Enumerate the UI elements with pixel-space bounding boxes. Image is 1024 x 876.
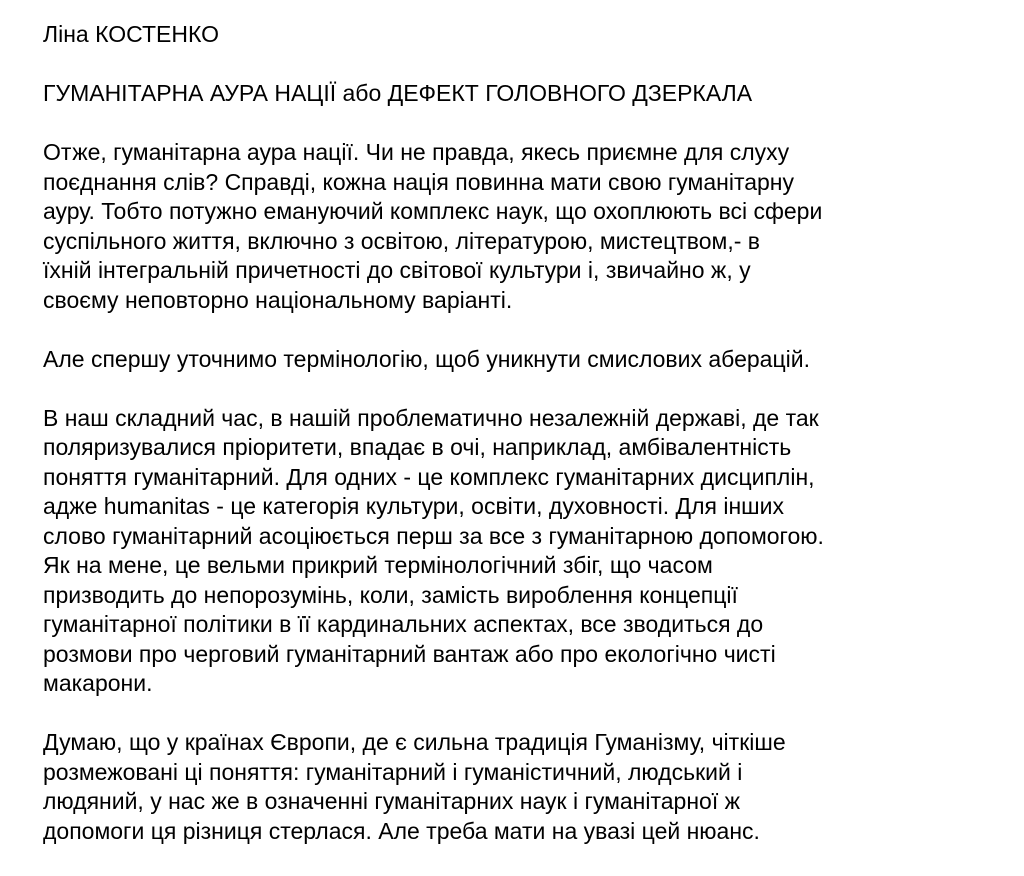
paragraph-line: адже humanitas - це категорія культури, освіти, духовності. Для інших <box>43 493 784 519</box>
paragraph-line: Думаю, що у країнах Європи, де є сильна традиція Гуманізму, чіткіше <box>43 729 786 755</box>
paragraph-line: ауру. Тобто потужно емануючий комплекс наук, що охоплюють всі сфери <box>43 198 823 224</box>
paragraph-line: Як на мене, це вельми прикрий термінологічний збіг, що часом <box>43 552 713 578</box>
paragraph <box>43 404 1003 699</box>
paragraph-line: призводить до непорозумінь, коли, замість вироблення концепції <box>43 581 738 608</box>
paragraph-line: своєму неповторно національному варіанті. <box>43 286 513 313</box>
paragraph-line: слово гуманітарний асоціюється перш за все з гуманітарною допомогою. <box>43 522 824 549</box>
paragraph-line: суспільного життя, включно з освітою, літературою, мистецтвом,- в <box>43 227 761 254</box>
title-line: ГУМАНІТАРНА АУРА НАЦІЇ або ДЕФЕКТ ГОЛОВНОГО ДЗЕРКАЛА <box>43 80 753 106</box>
author-name <box>43 20 1003 50</box>
paragraph-line: поляризувалися пріоритети, впадає в очі, наприклад, амбівалентність <box>43 434 792 460</box>
paragraph-line: поєднання слів? Справді, кожна нація повинна мати свою гуманітарну <box>43 168 795 195</box>
paragraph-line: Отже, гуманітарна аура нації. Чи не правда, якесь приємне для слуху <box>43 139 790 165</box>
paragraph-line: людяний, у нас же в означенні гуманітарних наук і гуманітарної ж <box>43 788 741 814</box>
paragraph-line: поняття гуманітарний. Для одних - це комплекс гуманітарних дисциплін, <box>43 463 815 490</box>
document-page <box>43 20 1003 876</box>
paragraph-line: допомоги ця різниця стерлася. Але треба мати на увазі цей нюанс. <box>43 817 760 844</box>
paragraph-line: розмови про черговий гуманітарний вантаж або про екологічно чисті <box>43 640 776 667</box>
article-title <box>43 79 1003 109</box>
paragraph <box>43 138 1003 315</box>
paragraph-line: макарони. <box>43 670 153 696</box>
paragraph-line: їхній інтегральній причетності до світової культури і, звичайно ж, у <box>43 257 751 283</box>
paragraph-line: розмежовані ці поняття: гуманітарний і гуманістичний, людський і <box>43 758 743 785</box>
article-body <box>43 138 1003 846</box>
paragraph <box>43 728 1003 846</box>
paragraph-line: гуманітарної політики в її кардинальних аспектах, все зводиться до <box>43 611 764 637</box>
paragraph-line: В наш складний час, в нашій проблематично незалежній державі, де так <box>43 404 819 431</box>
paragraph-line: Але спершу уточнимо термінологію, щоб уникнути смислових аберацій. <box>43 345 810 372</box>
author-line: Ліна КОСТЕНКО <box>43 21 219 47</box>
paragraph <box>43 345 1003 375</box>
